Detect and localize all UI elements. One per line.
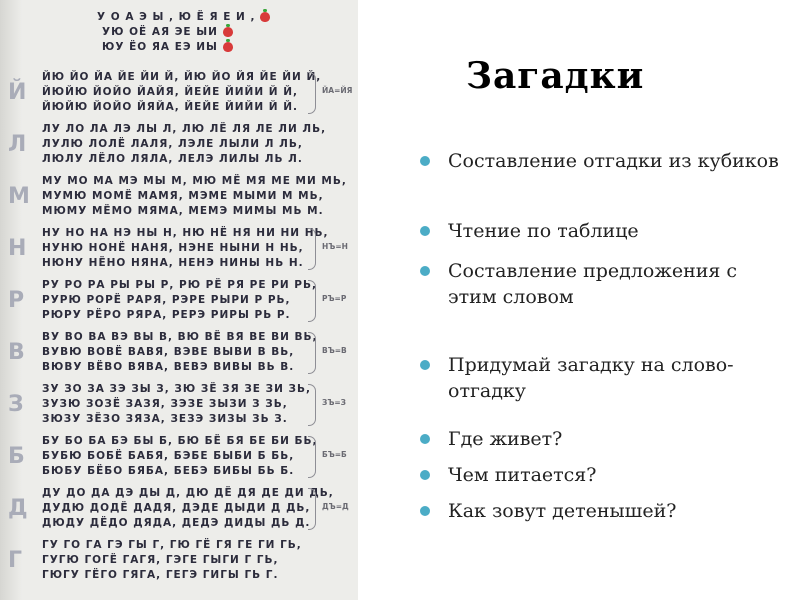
side-letter: Р (8, 288, 25, 313)
bullet-item (448, 218, 788, 244)
header-line (42, 40, 358, 55)
bullet-text: Составление предложения с этим словом (448, 260, 738, 308)
bullet-dot-icon (420, 360, 430, 370)
side-letter: В (8, 340, 25, 365)
syllable-row (42, 122, 358, 167)
syllable-line: МЮМУ МЁМО МЯМА, МЕМЭ МИМЫ МЬ М. (42, 205, 324, 217)
bullet-text: Где живет? (448, 428, 563, 450)
bullet-item (448, 352, 788, 404)
syllable-line: ЛУЛЮ ЛОЛЁ ЛАЛЯ, ЛЭЛЕ ЛЫЛИ Л ЛЬ, (42, 138, 303, 150)
bullet-text: Как зовут детенышей? (448, 500, 677, 522)
syllable-line: ВУ ВО ВА ВЭ ВЫ В, ВЮ ВЁ ВЯ ВЕ ВИ ВЬ, (42, 331, 318, 343)
side-letter: Г (8, 548, 23, 573)
row-brace (308, 488, 316, 530)
bullet-dot-icon (420, 506, 430, 516)
syllable-line: ЙЮЙЮ ЙОЙО ЙЯЙА, ЙЕЙЕ ЙИЙИ Й Й. (42, 101, 298, 113)
header-line (42, 25, 358, 40)
side-letter: Н (8, 236, 27, 261)
strawberry-icon (223, 42, 233, 52)
row-brace (308, 280, 316, 322)
row-brace (308, 332, 316, 374)
syllable-line: ГУГЮ ГОГЁ ГАГЯ, ГЭГЕ ГЫГИ Г ГЬ, (42, 554, 279, 566)
syllable-line: РУ РО РА РЫ РЫ Р, РЮ РЁ РЯ РЕ РИ РЬ, (42, 279, 317, 291)
side-letter: М (8, 184, 30, 209)
syllable-line: НУ НО НА НЭ НЫ Н, НЮ НЁ НЯ НИ НИ НЬ, (42, 227, 329, 239)
syllable-table-image (0, 0, 358, 600)
syllable-line: НЮНУ НЁНО НЯНА, НЕНЭ НИНЫ НЬ Н. (42, 257, 304, 269)
row-brace (308, 436, 316, 478)
row-brace (308, 228, 316, 270)
syllable-line: РЮРУ РЁРО РЯРА, РЕРЭ РИРЫ РЬ Р. (42, 309, 291, 321)
syllable-row (42, 174, 358, 219)
syllable-line: ДЮДУ ДЁДО ДЯДА, ДЕДЭ ДИДЫ ДЬ Д. (42, 517, 311, 529)
bullet-dot-icon (420, 156, 430, 166)
syllable-line: ГУ ГО ГА ГЭ ГЫ Г, ГЮ ГЁ ГЯ ГЕ ГИ ГЬ, (42, 539, 302, 551)
side-letter: Й (8, 80, 27, 105)
bullet-text: Чем питается? (448, 464, 597, 486)
bullet-text: Придумай загадку на слово-отгадку (448, 354, 734, 402)
side-letter: Л (8, 132, 27, 157)
bullet-dot-icon (420, 226, 430, 236)
row-note: ДЪ=Д (322, 502, 349, 511)
strawberry-icon (223, 27, 233, 37)
header-line (42, 10, 358, 25)
bullet-dot-icon (420, 470, 430, 480)
header-line-text: У О А Э Ы , Ю Ё Я Е И , (97, 11, 256, 23)
side-letter: Б (8, 444, 25, 469)
syllable-line: МУ МО МА МЭ МЫ М, МЮ МЁ МЯ МЕ МИ МЬ, (42, 175, 347, 187)
bullet-dot-icon (420, 266, 430, 276)
row-note: ЗЪ=З (322, 398, 346, 407)
row-note: РЪ=Р (322, 294, 347, 303)
syllable-line: ДУДЮ ДОДЁ ДАДЯ, ДЭДЕ ДЫДИ Д ДЬ, (42, 502, 311, 514)
row-note: ЙА=ЙЯ (322, 86, 353, 95)
syllable-line: ЛЮЛУ ЛЁЛО ЛЯЛА, ЛЕЛЭ ЛИЛЫ ЛЬ Л. (42, 153, 303, 165)
syllable-line: ЗУЗЮ ЗОЗЁ ЗАЗЯ, ЗЭЗЕ ЗЫЗИ З ЗЬ, (42, 398, 288, 410)
syllable-line: ГЮГУ ГЁГО ГЯГА, ГЕГЭ ГИГЫ ГЬ Г. (42, 569, 279, 581)
syllable-line: БЮБУ БЁБО БЯБА, БЕБЭ БИБЫ БЬ Б. (42, 465, 295, 477)
slide-title: Загадки (466, 55, 645, 97)
syllable-line: МУМЮ МОМЁ МАМЯ, МЭМЕ МЫМИ М МЬ, (42, 190, 324, 202)
header-line-text: ЮУ ЁО ЯА ЕЭ ИЫ (102, 41, 218, 53)
row-brace (308, 384, 316, 426)
table-header (42, 10, 358, 55)
syllable-row (42, 538, 358, 583)
syllable-line: БУ БО БА БЭ БЫ Б, БЮ БЁ БЯ БЕ БИ БЬ, (42, 435, 318, 447)
syllable-line: ЙЮЙЮ ЙОЙО ЙАЙЯ, ЙЕЙЕ ЙИЙИ Й Й, (42, 86, 298, 98)
row-note: БЪ=Б (322, 450, 347, 459)
syllable-line: ВЮВУ ВЁВО ВЯВА, ВЕВЭ ВИВЫ ВЬ В. (42, 361, 295, 373)
row-note: ВЪ=В (322, 346, 347, 355)
syllable-line: ЗУ ЗО ЗА ЗЭ ЗЫ З, ЗЮ ЗЁ ЗЯ ЗЕ ЗИ ЗЬ, (42, 383, 311, 395)
side-letter: Д (8, 496, 28, 521)
syllable-line: ДУ ДО ДА ДЭ ДЫ Д, ДЮ ДЁ ДЯ ДЕ ДИ ДЬ, (42, 487, 334, 499)
strawberry-icon (260, 12, 270, 22)
bullet-item (448, 426, 788, 452)
bullet-item (448, 498, 788, 524)
bullet-item (448, 148, 788, 174)
bullet-dot-icon (420, 434, 430, 444)
bullet-text: Чтение по таблице (448, 220, 639, 242)
row-brace (308, 72, 316, 114)
syllable-line: НУНЮ НОНЁ НАНЯ, НЭНЕ НЫНИ Н НЬ, (42, 242, 304, 254)
side-letter: З (8, 392, 24, 417)
syllable-line: ВУВЮ ВОВЁ ВАВЯ, ВЭВЕ ВЫВИ В ВЬ, (42, 346, 295, 358)
syllable-line: ЛУ ЛО ЛА ЛЭ ЛЫ Л, ЛЮ ЛЁ ЛЯ ЛЕ ЛИ ЛЬ, (42, 123, 327, 135)
bullet-item (448, 462, 788, 488)
header-line-text: УЮ ОЁ АЯ ЭЕ ЫИ (102, 26, 218, 38)
syllable-line: РУРЮ РОРЁ РАРЯ, РЭРЕ РЫРИ Р РЬ, (42, 294, 291, 306)
syllable-line: БУБЮ БОБЁ БАБЯ, БЭБЕ БЫБИ Б БЬ, (42, 450, 295, 462)
row-note: НЪ=Н (322, 242, 348, 251)
bullet-item (448, 258, 788, 310)
syllable-line: ЗЮЗУ ЗЁЗО ЗЯЗА, ЗЕЗЭ ЗИЗЫ ЗЬ З. (42, 413, 288, 425)
syllable-line: ЙЮ ЙО ЙА ЙЕ ЙИ Й, ЙЮ ЙО ЙЯ ЙЕ ЙИ Й, (42, 71, 322, 83)
bullet-text: Составление отгадки из кубиков (448, 150, 779, 172)
